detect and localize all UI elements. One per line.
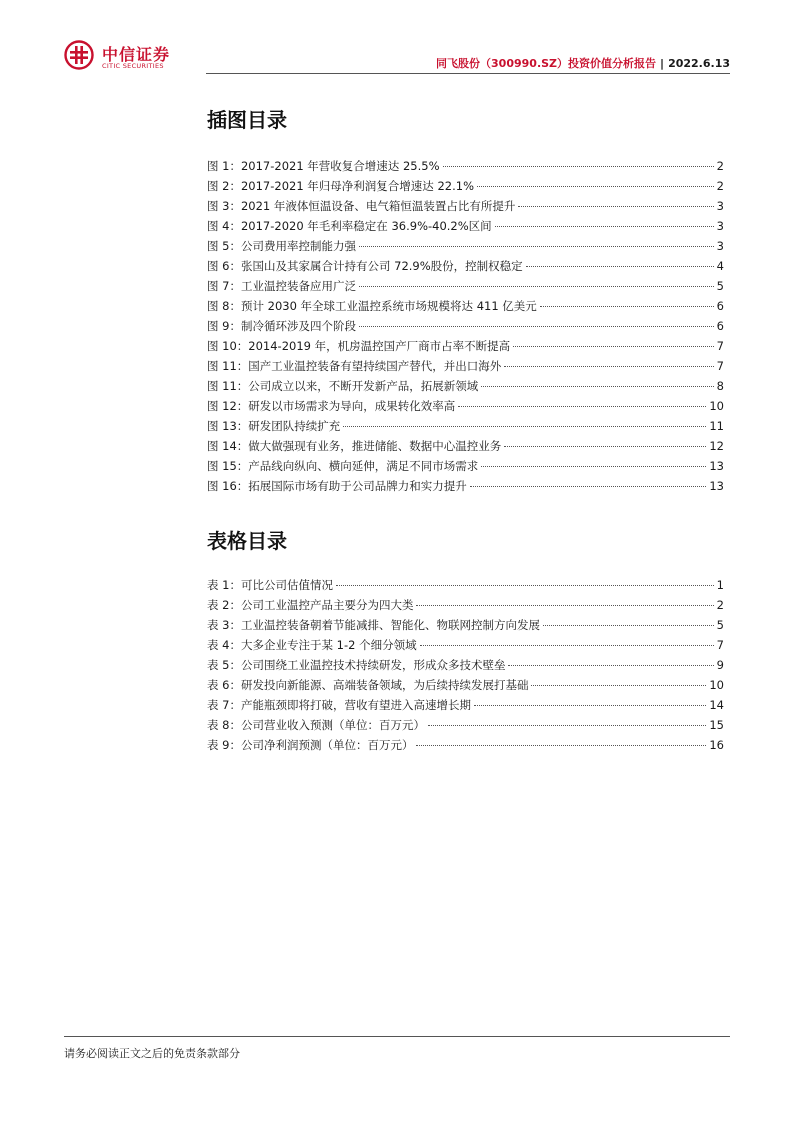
- toc-entry-page-number: 6: [716, 299, 724, 313]
- toc-dot-leader: [343, 426, 706, 427]
- toc-dot-leader: [540, 306, 714, 307]
- toc-entry-label: 图 15：产品线向纵向、横向延伸，满足不同市场需求: [207, 459, 479, 473]
- header-separator: |: [660, 57, 665, 70]
- toc-entry-page-number: 2: [716, 598, 724, 612]
- toc-entry-label: 表 8：公司营业收入预测（单位：百万元）: [207, 718, 425, 732]
- toc-dot-leader: [359, 326, 714, 327]
- toc-dot-leader: [477, 186, 714, 187]
- toc-dot-leader: [508, 665, 713, 666]
- tables-section-title: 表格目录: [207, 529, 287, 553]
- toc-entry[interactable]: [207, 695, 724, 715]
- toc-entry-page-number: 10: [709, 399, 724, 413]
- toc-dot-leader: [543, 625, 714, 626]
- toc-dot-leader: [481, 386, 713, 387]
- toc-entry[interactable]: [207, 635, 724, 655]
- toc-entry[interactable]: [207, 336, 724, 356]
- toc-dot-leader: [526, 266, 714, 267]
- toc-entry[interactable]: [207, 416, 724, 436]
- toc-entry-label: 图 7：工业温控装备应用广泛: [207, 279, 356, 293]
- toc-dot-leader: [428, 725, 706, 726]
- toc-entry-label: 表 5：公司围绕工业温控技术持续研发，形成众多技术壁垒: [207, 658, 506, 672]
- tables-toc-list: [207, 575, 724, 755]
- toc-dot-leader: [481, 466, 706, 467]
- footer-divider: [64, 1036, 730, 1037]
- figures-section-title: 插图目录: [207, 108, 287, 132]
- toc-entry-page-number: 2: [716, 159, 724, 173]
- toc-entry-label: 图 14：做大做强现有业务，推进储能、数据中心温控业务: [207, 439, 502, 453]
- toc-dot-leader: [531, 685, 706, 686]
- toc-entry[interactable]: [207, 615, 724, 635]
- toc-entry[interactable]: [207, 196, 724, 216]
- toc-entry[interactable]: [207, 316, 724, 336]
- toc-entry-label: 图 9：制冷循环涉及四个阶段: [207, 319, 356, 333]
- toc-entry-page-number: 6: [716, 319, 724, 333]
- toc-entry[interactable]: [207, 675, 724, 695]
- toc-entry-page-number: 3: [716, 219, 724, 233]
- toc-entry-page-number: 14: [709, 698, 724, 712]
- toc-entry-page-number: 13: [709, 479, 724, 493]
- toc-entry[interactable]: [207, 715, 724, 735]
- toc-entry-label: 表 4：大多企业专注于某 1-2 个细分领域: [207, 638, 417, 652]
- toc-entry-label: 表 2：公司工业温控产品主要分为四大类: [207, 598, 414, 612]
- toc-entry-label: 图 11：国产工业温控装备有望持续国产替代，并出口海外: [207, 359, 502, 373]
- toc-entry[interactable]: [207, 156, 724, 176]
- figures-toc-list: [207, 156, 724, 496]
- toc-entry-label: 表 1：可比公司估值情况: [207, 578, 333, 592]
- logo-english-name: CITIC SECURITIES: [102, 62, 164, 70]
- toc-dot-leader: [416, 745, 706, 746]
- toc-entry[interactable]: [207, 655, 724, 675]
- toc-entry[interactable]: [207, 595, 724, 615]
- page-header: [64, 36, 730, 76]
- citic-logo: [64, 40, 194, 74]
- toc-entry-page-number: 11: [709, 419, 724, 433]
- toc-dot-leader: [504, 366, 713, 367]
- logo-chinese-name: 中信证券: [102, 45, 171, 64]
- toc-entry-label: 图 3：2021 年液体恒温设备、电气箱恒温装置占比有所提升: [207, 199, 516, 213]
- toc-entry[interactable]: [207, 236, 724, 256]
- header-divider: [206, 73, 730, 74]
- toc-entry-label: 图 2：2017-2021 年归母净利润复合增速达 22.1%: [207, 179, 474, 193]
- report-date: 2022.6.13: [668, 57, 730, 70]
- toc-dot-leader: [458, 406, 706, 407]
- toc-entry[interactable]: [207, 216, 724, 236]
- toc-entry-label: 表 3：工业温控装备朝着节能减排、智能化、物联网控制方向发展: [207, 618, 540, 632]
- toc-entry[interactable]: [207, 276, 724, 296]
- toc-entry-page-number: 9: [716, 658, 724, 672]
- toc-dot-leader: [359, 286, 714, 287]
- toc-entry-page-number: 5: [716, 279, 724, 293]
- toc-entry-label: 图 11：公司成立以来，不断开发新产品，拓展新领域: [207, 379, 479, 393]
- toc-entry-label: 图 13：研发团队持续扩充: [207, 419, 341, 433]
- toc-entry-label: 图 16：拓展国际市场有助于公司品牌力和实力提升: [207, 479, 467, 493]
- toc-dot-leader: [474, 705, 706, 706]
- toc-entry[interactable]: [207, 436, 724, 456]
- toc-entry-page-number: 2: [716, 179, 724, 193]
- footer-disclaimer: 请务必阅读正文之后的免责条款部分: [64, 1047, 240, 1060]
- toc-entry-page-number: 7: [716, 339, 724, 353]
- report-title: 同飞股份（300990.SZ）投资价值分析报告: [436, 57, 657, 70]
- toc-entry[interactable]: [207, 296, 724, 316]
- toc-entry[interactable]: [207, 256, 724, 276]
- report-info: [436, 55, 730, 71]
- toc-entry-page-number: 3: [716, 239, 724, 253]
- toc-dot-leader: [416, 605, 713, 606]
- toc-entry[interactable]: [207, 376, 724, 396]
- citic-logo-icon: [64, 40, 94, 70]
- toc-dot-leader: [336, 585, 714, 586]
- toc-dot-leader: [359, 246, 714, 247]
- toc-entry-page-number: 16: [709, 738, 724, 752]
- toc-entry[interactable]: [207, 356, 724, 376]
- toc-entry-page-number: 13: [709, 459, 724, 473]
- toc-entry-page-number: 7: [716, 638, 724, 652]
- toc-entry[interactable]: [207, 456, 724, 476]
- toc-dot-leader: [443, 166, 714, 167]
- toc-entry-label: 表 9：公司净利润预测（单位：百万元）: [207, 738, 414, 752]
- toc-dot-leader: [518, 206, 713, 207]
- toc-entry-page-number: 12: [709, 439, 724, 453]
- toc-entry-page-number: 8: [716, 379, 724, 393]
- toc-dot-leader: [513, 346, 714, 347]
- toc-entry-page-number: 7: [716, 359, 724, 373]
- toc-entry[interactable]: [207, 575, 724, 595]
- toc-dot-leader: [420, 645, 714, 646]
- toc-dot-leader: [495, 226, 714, 227]
- toc-entry-page-number: 5: [716, 618, 724, 632]
- toc-entry-page-number: 3: [716, 199, 724, 213]
- toc-entry-label: 图 6：张国山及其家属合计持有公司 72.9%股份，控制权稳定: [207, 259, 523, 273]
- toc-entry-label: 图 12：研发以市场需求为导向，成果转化效率高: [207, 399, 456, 413]
- toc-entry-page-number: 4: [716, 259, 724, 273]
- toc-entry-page-number: 15: [709, 718, 724, 732]
- toc-dot-leader: [504, 446, 706, 447]
- toc-entry-label: 图 10：2014-2019 年，机房温控国产厂商市占率不断提高: [207, 339, 511, 353]
- toc-entry[interactable]: [207, 396, 724, 416]
- toc-entry-label: 图 1：2017-2021 年营收复合增速达 25.5%: [207, 159, 440, 173]
- toc-entry-label: 图 5：公司费用率控制能力强: [207, 239, 356, 253]
- toc-entry-label: 表 6：研发投向新能源、高端装备领域，为后续持续发展打基础: [207, 678, 529, 692]
- toc-entry-label: 图 4：2017-2020 年毛利率稳定在 36.9%-40.2%区间: [207, 219, 492, 233]
- toc-entry[interactable]: [207, 735, 724, 755]
- toc-entry[interactable]: [207, 176, 724, 196]
- toc-entry-label: 表 7：产能瓶颈即将打破，营收有望进入高速增长期: [207, 698, 471, 712]
- toc-dot-leader: [470, 486, 707, 487]
- toc-entry[interactable]: [207, 476, 724, 496]
- toc-entry-page-number: 1: [716, 578, 724, 592]
- toc-entry-label: 图 8：预计 2030 年全球工业温控系统市场规模将达 411 亿美元: [207, 299, 537, 313]
- toc-entry-page-number: 10: [709, 678, 724, 692]
